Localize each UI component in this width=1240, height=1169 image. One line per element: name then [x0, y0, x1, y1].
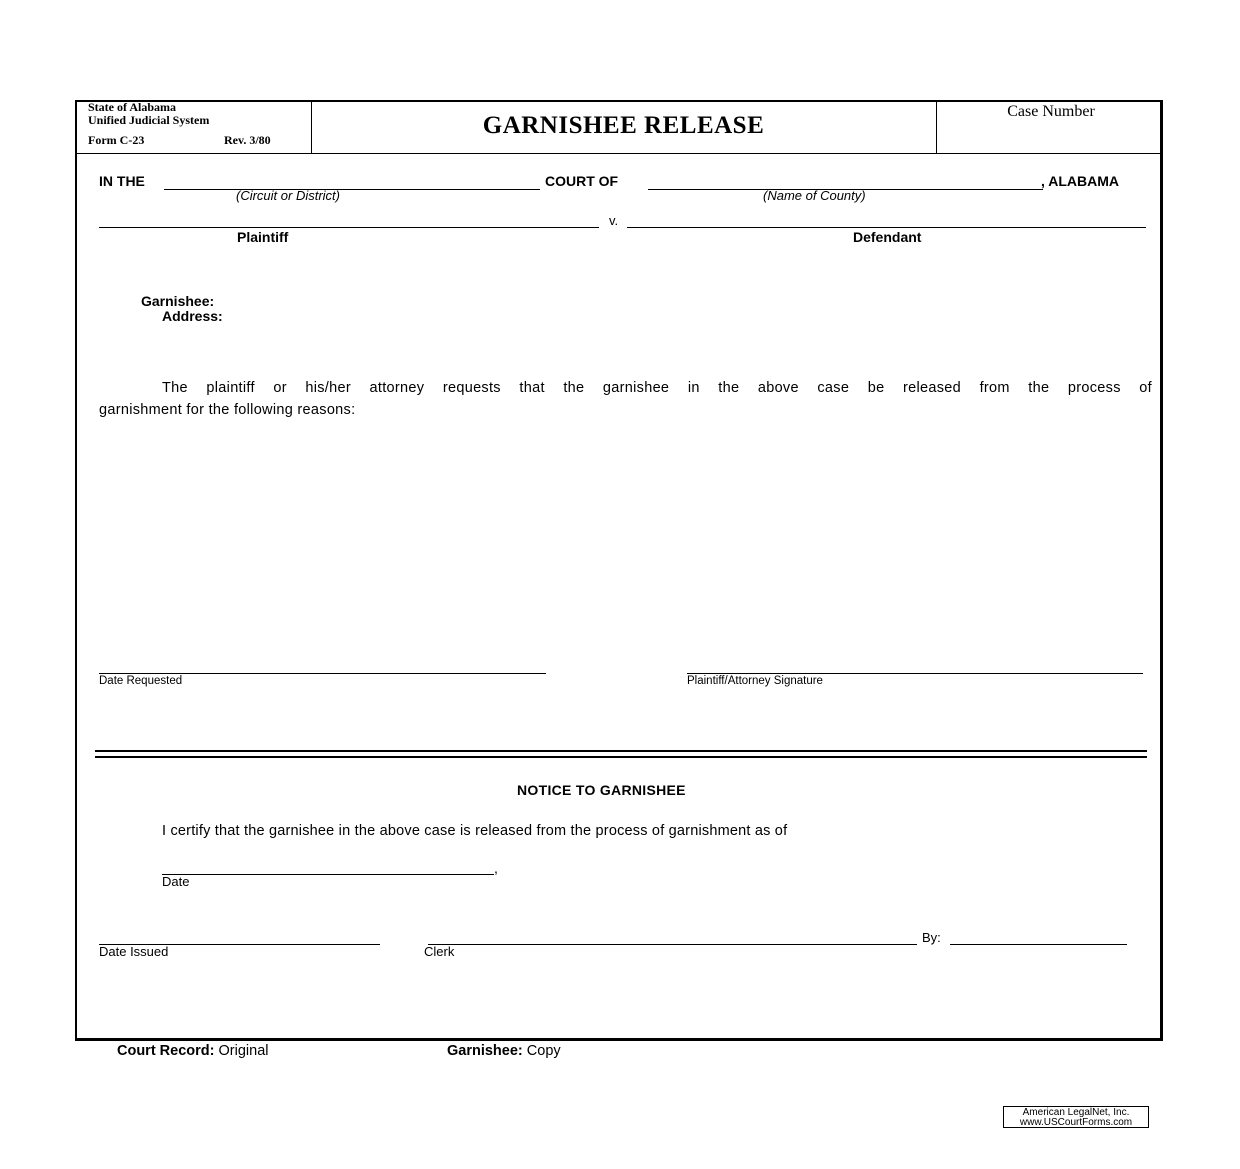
form-number: Form C-23: [88, 133, 145, 147]
publisher-url: www.USCourtForms.com: [1019, 1117, 1133, 1128]
circuit-hint: (Circuit or District): [236, 188, 340, 203]
garnishee-address-field[interactable]: [250, 292, 850, 328]
date-issued-label: Date Issued: [99, 944, 169, 959]
clerk-label: Clerk: [424, 944, 455, 959]
header-divider: [77, 153, 1160, 154]
court-record-label: Court Record:: [117, 1043, 215, 1059]
versus-label: v.: [609, 213, 619, 228]
release-date-label: Date: [162, 874, 190, 889]
defendant-field[interactable]: [627, 227, 1146, 228]
state-name: State of Alabama: [88, 100, 176, 114]
release-date-field[interactable]: [162, 874, 494, 875]
plaintiff-signature-label: Plaintiff/Attorney Signature: [687, 675, 823, 687]
court-of-label: COURT OF: [545, 173, 619, 189]
garnishee-label: Garnishee:: [141, 293, 215, 309]
request-line-2: garnishment for the following reasons:: [99, 402, 356, 418]
alabama-label: , ALABAMA: [1041, 173, 1120, 189]
court-record-distribution: [117, 1043, 268, 1059]
address-label: Address:: [162, 308, 223, 324]
county-hint: (Name of County): [763, 188, 866, 203]
in-the-label: IN THE: [99, 173, 145, 189]
plaintiff-field[interactable]: [99, 227, 599, 228]
clerk-field[interactable]: [428, 944, 917, 945]
court-record-value: Original: [214, 1043, 269, 1059]
garnishee-copy-value: Copy: [522, 1043, 561, 1059]
publisher-stamp: [1003, 1106, 1149, 1128]
court-type-field[interactable]: [164, 189, 540, 190]
system-name: Unified Judicial System: [88, 113, 210, 127]
page-title: GARNISHEE RELEASE: [482, 112, 765, 139]
certify-text: I certify that the garnishee in the above case is released from the process of garnishment as of: [162, 823, 788, 839]
plaintiff-label: Plaintiff: [237, 229, 289, 245]
date-requested-label: Date Requested: [99, 675, 183, 687]
date-requested-field[interactable]: [99, 673, 546, 674]
by-label: By:: [922, 930, 941, 945]
reasons-field[interactable]: [99, 430, 1149, 650]
issuer-block: [88, 101, 209, 127]
case-number-field[interactable]: [945, 122, 1155, 148]
notice-title: NOTICE TO GARNISHEE: [517, 782, 686, 798]
form-revision: Rev. 3/80: [224, 133, 271, 147]
defendant-label: Defendant: [853, 229, 922, 245]
publisher-name: American LegalNet, Inc.: [1022, 1107, 1130, 1118]
request-line-1: The plaintiff or his/her attorney requests that the garnishee in the above case be released from the process of: [162, 380, 1152, 396]
by-field[interactable]: [950, 944, 1127, 945]
plaintiff-signature-field[interactable]: [687, 673, 1143, 674]
case-number-label: Case Number: [1007, 103, 1095, 120]
section-divider: [95, 750, 1147, 758]
release-date-comma: ,: [494, 860, 498, 876]
garnishee-distribution: [447, 1043, 561, 1059]
garnishee-copy-label: Garnishee:: [447, 1043, 523, 1059]
